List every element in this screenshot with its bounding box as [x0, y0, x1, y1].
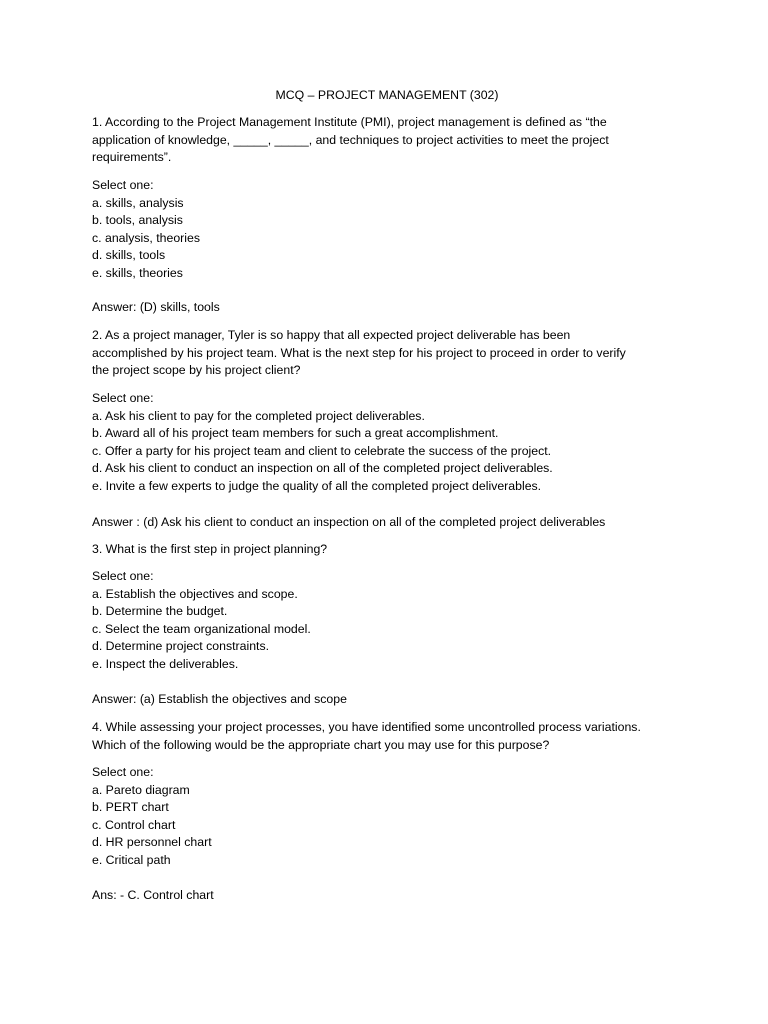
question-4-text [92, 719, 692, 754]
option-c: c. Control chart [92, 817, 176, 832]
option-a: a. Establish the objectives and scope. [92, 586, 298, 601]
option-e: e. skills, theories [92, 265, 183, 280]
question-4-options [92, 764, 692, 870]
question-3-text [92, 541, 692, 559]
option-b: b. Determine the budget. [92, 604, 228, 619]
question-line: the project scope by his project client? [92, 363, 301, 378]
option-a: a. skills, analysis [92, 195, 184, 210]
option-d: d. skills, tools [92, 248, 166, 263]
option-a: a. Ask his client to pay for the completed project deliverables. [92, 408, 425, 423]
question-line: 3. What is the first step in project planning? [92, 542, 328, 556]
select-label: Select one: [92, 391, 154, 405]
question-line: 4. While assessing your project processes, you have identified some uncontrolled process variations. [92, 720, 641, 734]
option-c: c. analysis, theories [92, 230, 200, 245]
option-d: d. HR personnel chart [92, 835, 212, 850]
option-d: d. Determine project constraints. [92, 639, 270, 654]
option-a: a. Pareto diagram [92, 782, 190, 797]
question-2-answer: Answer : (d) Ask his client to conduct an inspection on all of the completed project deliverables [92, 515, 606, 529]
question-line: accomplished by his project team. What is the next step for his project to proceed in order to verify [92, 345, 626, 360]
select-label: Select one: [92, 765, 154, 779]
option-c: c. Offer a party for his project team and client to celebrate the success of the project. [92, 443, 552, 458]
option-b: b. Award all of his project team members for such a great accomplishment. [92, 426, 499, 441]
question-3-answer: Answer: (a) Establish the objectives and scope [92, 692, 347, 706]
select-label: Select one: [92, 569, 154, 583]
document-title: MCQ – PROJECT MANAGEMENT (302) [275, 88, 499, 102]
option-d: d. Ask his client to conduct an inspection on all of the completed project deliverables. [92, 461, 553, 476]
question-line: requirements”. [92, 150, 172, 165]
question-4-answer: Ans: - C. Control chart [92, 888, 214, 902]
question-1-answer: Answer: (D) skills, tools [92, 300, 220, 314]
select-label: Select one: [92, 178, 154, 192]
question-1-options [92, 177, 692, 283]
option-b: b. tools, analysis [92, 213, 183, 228]
question-2-options [92, 390, 692, 496]
option-b: b. PERT chart [92, 800, 169, 815]
option-c: c. Select the team organizational model. [92, 621, 311, 636]
question-line: 2. As a project manager, Tyler is so happy that all expected project deliverable has been [92, 328, 571, 342]
option-e: e. Inspect the deliverables. [92, 656, 239, 671]
option-e: e. Critical path [92, 852, 171, 867]
question-2-text [92, 327, 692, 380]
option-e: e. Invite a few experts to judge the quality of all the completed project deliverables. [92, 478, 542, 493]
question-line: application of knowledge, _____, _____, and techniques to project activities to meet the project [92, 132, 609, 147]
question-line: 1. According to the Project Management Institute (PMI), project management is defined as “the [92, 115, 607, 129]
question-1-text [92, 114, 692, 167]
question-line: Which of the following would be the appropriate chart you may use for this purpose? [92, 737, 550, 752]
question-3-options [92, 568, 692, 674]
